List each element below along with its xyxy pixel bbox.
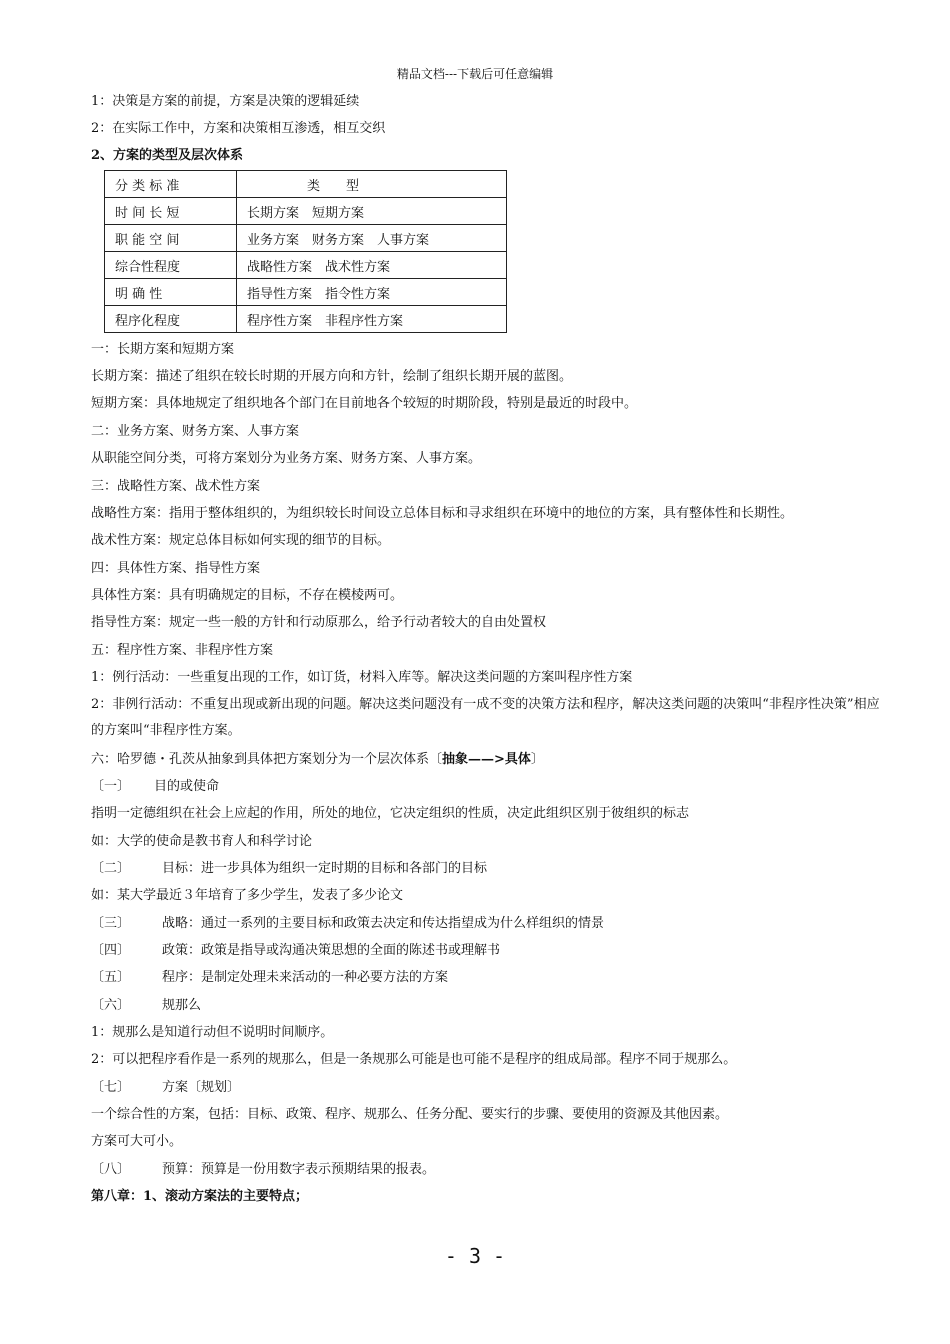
text-line: 指导性方案：规定一些一般的方针和行动原那么，给予行动者较大的自由处置权 (91, 615, 547, 630)
table-header-row (105, 171, 507, 198)
subheading-text: 规那么 (162, 998, 202, 1013)
subheading (91, 998, 891, 1014)
table-header-cell: 类 型 (237, 171, 507, 198)
subheading-text: 程序：是制定处理未来活动的一种必要方法的方案 (162, 970, 449, 985)
subheading-text: 目的或使命 (154, 779, 220, 794)
subheading-text: 预算：预算是一份用数字表示预期结果的报表。 (162, 1162, 436, 1177)
text-line: 二：业务方案、财务方案、人事方案 (91, 424, 300, 439)
subheading-number: 〔七〕 (91, 1080, 131, 1095)
text-line: 五：程序性方案、非程序性方案 (91, 643, 274, 658)
table-cell: 明 确 性 (105, 279, 237, 306)
subheading-text: 战略：通过一系列的主要目标和政策去决定和传达指望成为什么样组织的情景 (162, 916, 605, 931)
subheading (91, 916, 891, 932)
page-header: 精品文档---下载后可任意编辑 (396, 67, 554, 81)
table-row (105, 225, 507, 252)
table-cell: 时 间 长 短 (105, 198, 237, 225)
text-line: 具体性方案：具有明确规定的目标，不存在模棱两可。 (91, 588, 404, 603)
text-span: 〕 (530, 752, 544, 767)
text-line: 三：战略性方案、战术性方案 (91, 479, 261, 494)
text-line: 一：长期方案和短期方案 (91, 342, 235, 357)
section-title: 2、方案的类型及层次体系 (91, 148, 244, 163)
table-cell: 职 能 空 间 (105, 225, 237, 252)
text-line: 战术性方案：规定总体目标如何实现的细节的目标。 (91, 533, 391, 548)
subheading-number: 〔三〕 (91, 916, 131, 931)
table-row (105, 306, 507, 333)
text-span: 六：哈罗德・孔茨从抽象到具体把方案划分为一个层次体系〔 (91, 752, 443, 767)
subheading-number: 〔二〕 (91, 861, 131, 876)
subheading (91, 1080, 891, 1096)
table-cell: 战略性方案 战术性方案 (237, 252, 507, 279)
subheading-number: 〔一〕 (91, 779, 131, 794)
text-line: 方案可大可小。 (91, 1134, 183, 1149)
text-line: 1：决策是方案的前提，方案是决策的逻辑延续 (91, 94, 360, 109)
chapter-heading: 第八章：1、滚动方案法的主要特点； (91, 1189, 309, 1204)
table-cell: 程序化程度 (105, 306, 237, 333)
subheading (91, 970, 891, 986)
table-cell: 程序性方案 非程序性方案 (237, 306, 507, 333)
table-cell: 业务方案 财务方案 人事方案 (237, 225, 507, 252)
text-paragraph: 2：非例行活动：不重复出现或新出现的问题。解决这类问题没有一成不变的决策方法和程序，解决这类问题的决策叫“非程序性决策”相应的方案叫“非程序性方案。 (91, 697, 880, 738)
subheading (91, 1162, 891, 1178)
page-number: - 3 - (444, 1244, 506, 1268)
text-line: 战略性方案：指用于整体组织的，为组织较长时间设立总体目标和寻求组织在环境中的地位的方案，具有整体性和长期性。 (91, 506, 794, 521)
text-line: 1：例行活动：一些重复出现的工作，如订货，材料入库等。解决这类问题的方案叫程序性方案 (91, 670, 633, 685)
plan-type-table (104, 170, 507, 333)
subheading-text: 方案〔规划〕 (162, 1080, 241, 1095)
subheading-number: 〔五〕 (91, 970, 131, 985)
text-line: 一个综合性的方案，包括：目标、政策、程序、规那么、任务分配、要实行的步骤、要使用的资源及其他因素。 (91, 1107, 729, 1122)
subheading-number: 〔四〕 (91, 943, 131, 958)
table-cell: 长期方案 短期方案 (237, 198, 507, 225)
text-line: 如：某大学最近３年培育了多少学生，发表了多少论文 (91, 888, 404, 903)
text-line (91, 752, 891, 768)
text-line: 长期方案：描述了组织在较长时期的开展方向和方针，绘制了组织长期开展的蓝图。 (91, 369, 573, 384)
subheading-number: 〔六〕 (91, 998, 131, 1013)
text-line: 1：规那么是知道行动但不说明时间顺序。 (91, 1025, 334, 1040)
text-line: 从职能空间分类，可将方案划分为业务方案、财务方案、人事方案。 (91, 451, 482, 466)
text-line: 2：可以把程序看作是一系列的规那么，但是一条规那么可能是也可能不是程序的组成局部。程序不同于规那么。 (91, 1052, 737, 1067)
text-line: 短期方案：具体地规定了组织地各个部门在目前地各个较短的时期阶段，特别是最近的时段中。 (91, 396, 638, 411)
text-line: 2：在实际工作中，方案和决策相互渗透，相互交织 (91, 121, 386, 136)
subheading-text: 政策：政策是指导或沟通决策思想的全面的陈述书或理解书 (162, 943, 501, 958)
table-row (105, 279, 507, 306)
table-cell: 指导性方案 指令性方案 (237, 279, 507, 306)
subheading-text: 目标：进一步具体为组织一定时期的目标和各部门的目标 (162, 861, 488, 876)
table-row (105, 198, 507, 225)
text-line: 如：大学的使命是教书育人和科学讨论 (91, 834, 313, 849)
emphasis-text: 抽象——>具体 (442, 752, 531, 767)
text-line: 四：具体性方案、指导性方案 (91, 561, 261, 576)
table-header-cell: 分 类 标 准 (105, 171, 237, 198)
subheading-number: 〔八〕 (91, 1162, 131, 1177)
subheading (91, 861, 891, 877)
text-line: 指明一定德组织在社会上应起的作用，所处的地位，它决定组织的性质，决定此组织区别于彼组织的标志 (91, 806, 690, 821)
subheading (91, 779, 891, 795)
subheading (91, 943, 891, 959)
table-row (105, 252, 507, 279)
table-cell: 综合性程度 (105, 252, 237, 279)
